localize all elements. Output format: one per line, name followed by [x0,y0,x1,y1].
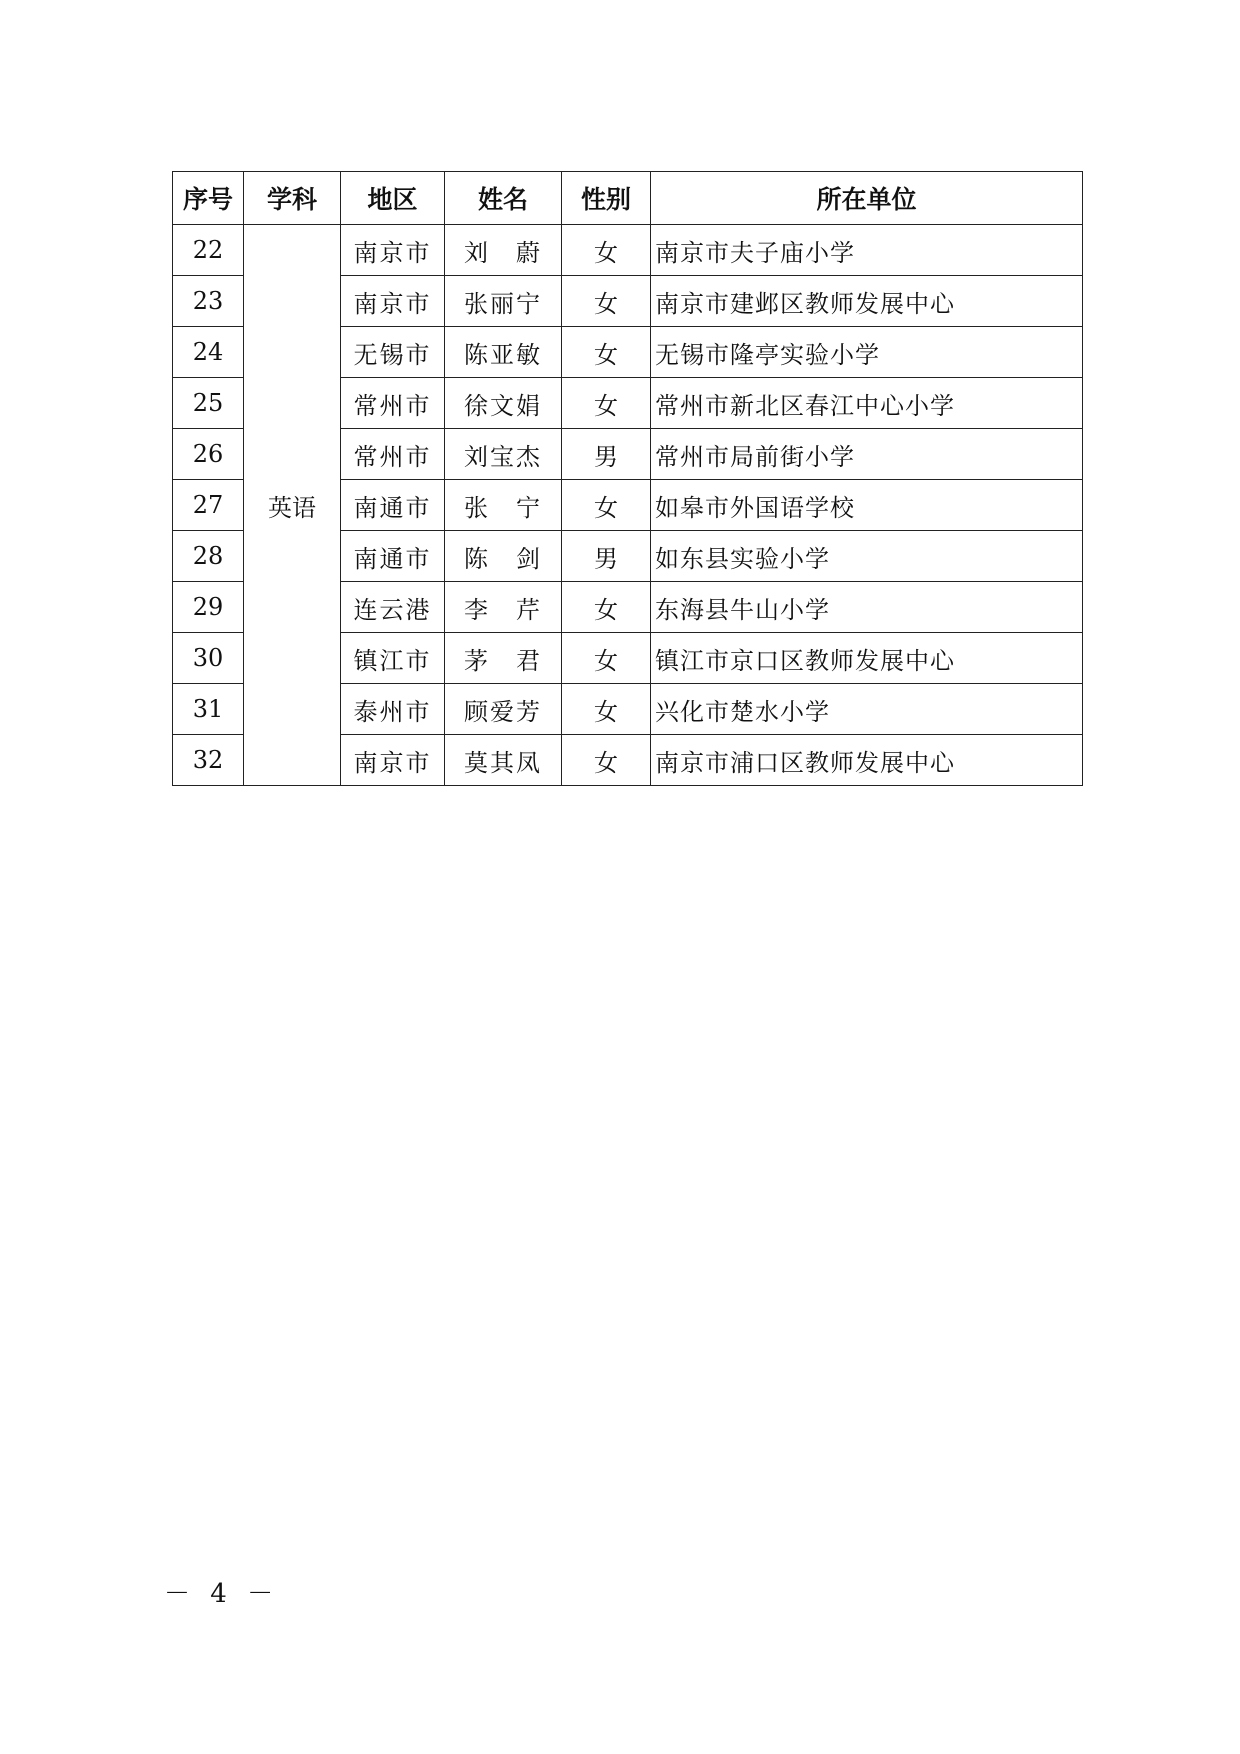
cell-region: 南京市 [341,225,445,276]
cell-unit: 南京市浦口区教师发展中心 [651,735,1083,786]
cell-seq: 32 [173,735,244,786]
header-row [173,172,1083,225]
header-gender: 性别 [562,172,651,225]
cell-unit: 东海县牛山小学 [651,582,1083,633]
cell-gender: 女 [562,582,651,633]
cell-region: 泰州市 [341,684,445,735]
cell-gender: 女 [562,633,651,684]
cell-gender: 女 [562,327,651,378]
cell-seq: 28 [173,531,244,582]
header-subject: 学科 [244,172,341,225]
cell-region: 常州市 [341,378,445,429]
cell-unit: 镇江市京口区教师发展中心 [651,633,1083,684]
cell-name: 陈 剑 [445,531,562,582]
cell-seq: 25 [173,378,244,429]
cell-region: 无锡市 [341,327,445,378]
cell-region: 常州市 [341,429,445,480]
cell-name: 顾爱芳 [445,684,562,735]
cell-unit: 如皋市外国语学校 [651,480,1083,531]
cell-seq: 22 [173,225,244,276]
header-region: 地区 [341,172,445,225]
cell-region: 南京市 [341,276,445,327]
cell-unit: 南京市夫子庙小学 [651,225,1083,276]
cell-unit: 如东县实验小学 [651,531,1083,582]
cell-unit: 常州市局前街小学 [651,429,1083,480]
cell-seq: 24 [173,327,244,378]
cell-seq: 26 [173,429,244,480]
cell-region: 南通市 [341,531,445,582]
cell-unit: 兴化市楚水小学 [651,684,1083,735]
cell-name: 张 宁 [445,480,562,531]
cell-gender: 女 [562,225,651,276]
table-row [173,225,1083,276]
cell-region: 南通市 [341,480,445,531]
cell-gender: 男 [562,429,651,480]
cell-name: 张丽宁 [445,276,562,327]
cell-region: 南京市 [341,735,445,786]
cell-name: 陈亚敏 [445,327,562,378]
roster-table [172,171,1083,786]
cell-seq: 29 [173,582,244,633]
header-name: 姓名 [445,172,562,225]
cell-gender: 女 [562,378,651,429]
cell-gender: 女 [562,276,651,327]
cell-region: 镇江市 [341,633,445,684]
cell-name: 刘 蔚 [445,225,562,276]
cell-unit: 无锡市隆亭实验小学 [651,327,1083,378]
cell-name: 茅 君 [445,633,562,684]
cell-unit: 南京市建邺区教师发展中心 [651,276,1083,327]
cell-name: 徐文娟 [445,378,562,429]
cell-name: 刘宝杰 [445,429,562,480]
cell-name: 莫其凤 [445,735,562,786]
cell-name: 李 芹 [445,582,562,633]
header-seq: 序号 [173,172,244,225]
cell-subject: 英语 [244,225,341,786]
cell-unit: 常州市新北区春江中心小学 [651,378,1083,429]
cell-seq: 30 [173,633,244,684]
page-number: － 4 － [164,1579,280,1609]
cell-gender: 男 [562,531,651,582]
cell-gender: 女 [562,735,651,786]
cell-seq: 23 [173,276,244,327]
cell-gender: 女 [562,684,651,735]
cell-region: 连云港 [341,582,445,633]
cell-seq: 31 [173,684,244,735]
cell-gender: 女 [562,480,651,531]
cell-seq: 27 [173,480,244,531]
header-unit: 所在单位 [651,172,1083,225]
